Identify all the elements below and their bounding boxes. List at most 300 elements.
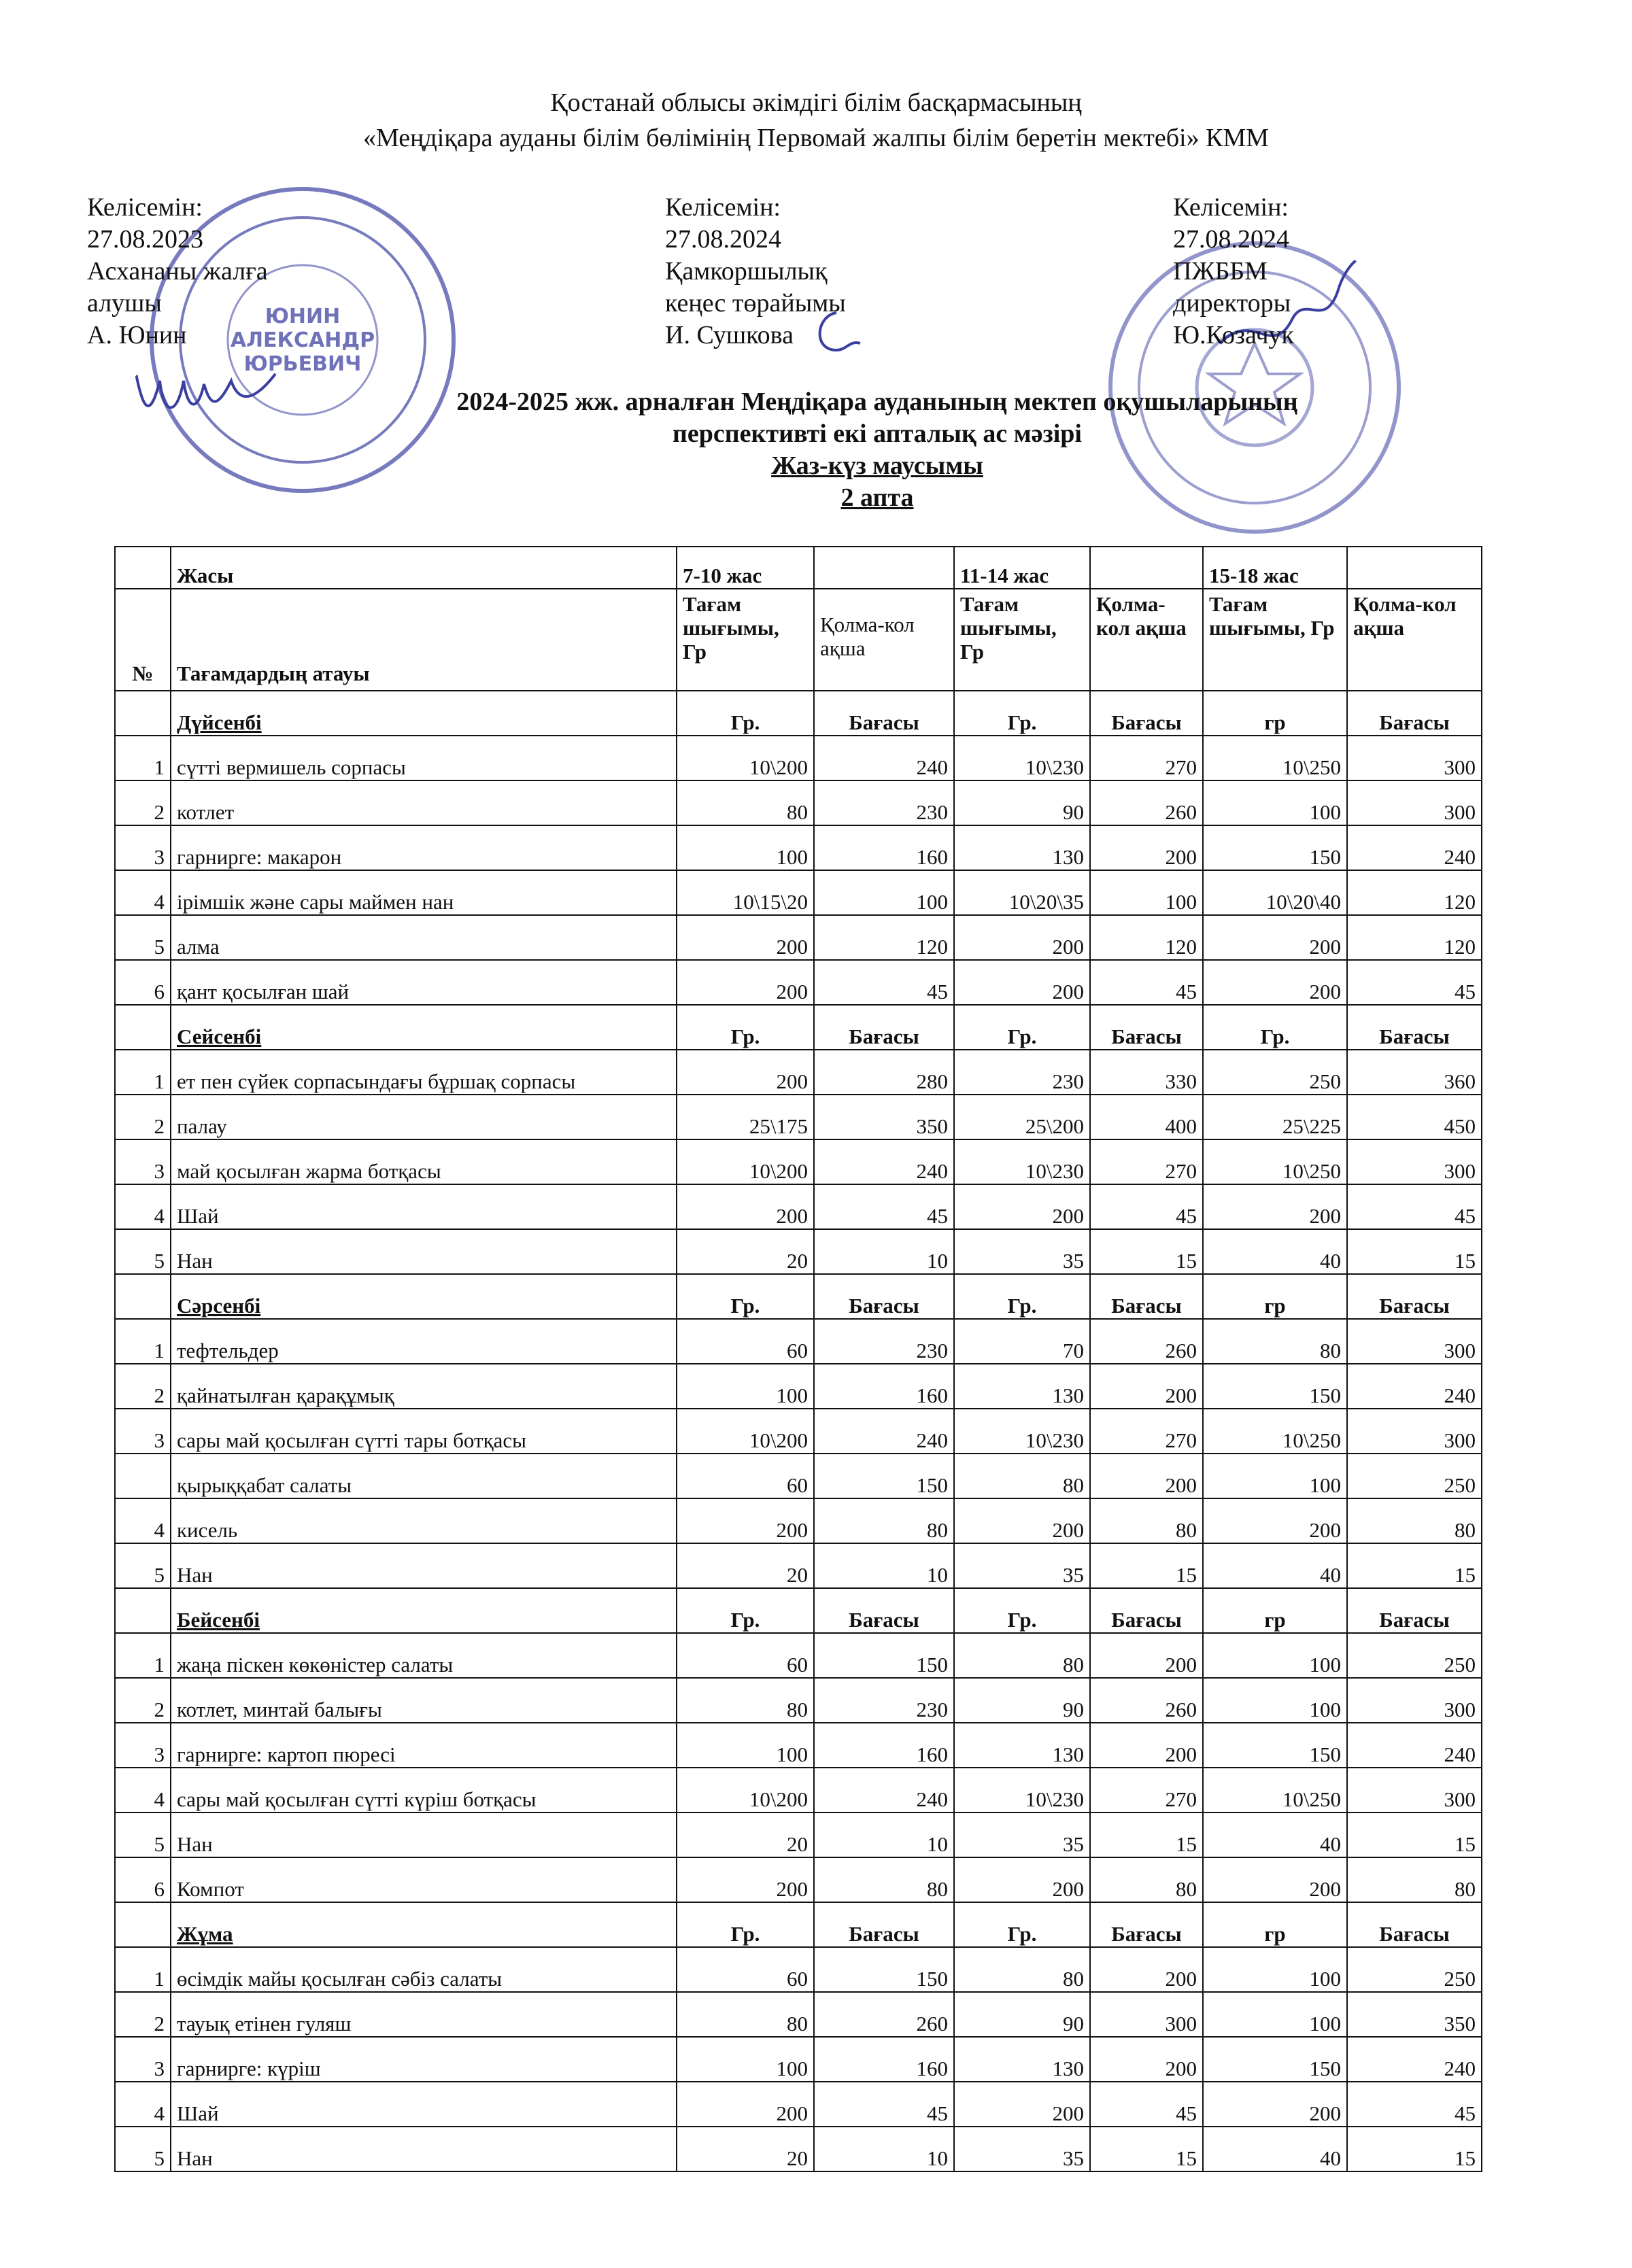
dish-name: сары май қосылған сүтті күріш ботқасы (171, 1768, 677, 1812)
portion-grams: 25\225 (1203, 1095, 1347, 1139)
approval-person: А. Юнин (87, 321, 187, 349)
price-value: 300 (1347, 1139, 1482, 1184)
approval-date: 27.08.2023 (87, 225, 203, 254)
price-subheader: Бағасы (1090, 1588, 1203, 1633)
approval-role: ПЖББМ (1173, 257, 1268, 286)
portion-grams: 100 (1203, 1678, 1347, 1723)
portion-grams: 200 (1203, 960, 1347, 1005)
col-portion-header: Тағам шығымы, Гр (1203, 589, 1347, 691)
table-row (115, 1543, 1482, 1588)
portion-grams: 100 (1203, 1947, 1347, 1992)
portion-grams: 150 (1203, 1723, 1347, 1768)
portion-grams: 200 (1203, 1498, 1347, 1543)
portion-grams: 80 (954, 1947, 1090, 1992)
age-group-11-14: 11-14 жас (954, 547, 1090, 589)
price-value: 300 (1347, 780, 1482, 825)
dish-name: қырыққабат салаты (171, 1454, 677, 1498)
col-dish-name-header: Тағамдардың атауы (171, 589, 677, 691)
price-value: 300 (1347, 1768, 1482, 1812)
price-value: 150 (814, 1454, 954, 1498)
day-header-row (115, 1588, 1482, 1633)
portion-grams: 10\200 (677, 736, 814, 780)
portion-grams: 20 (677, 2127, 814, 2171)
table-row (115, 1723, 1482, 1768)
portion-grams: 20 (677, 1543, 814, 1588)
portion-grams: 10\230 (954, 1409, 1090, 1454)
price-subheader: Бағасы (814, 1274, 954, 1319)
price-value: 240 (1347, 1723, 1482, 1768)
price-value: 200 (1090, 1633, 1203, 1678)
table-row (115, 1050, 1482, 1095)
col-portion-header: Тағам шығымы, Гр (954, 589, 1090, 691)
portion-grams: 150 (1203, 1364, 1347, 1409)
portion-grams: 80 (954, 1633, 1090, 1678)
portion-grams: 200 (1203, 1857, 1347, 1902)
day-header-row (115, 691, 1482, 736)
table-row (115, 960, 1482, 1005)
portion-grams: 40 (1203, 1543, 1347, 1588)
dish-name: Шай (171, 2082, 677, 2127)
dish-name: жаңа піскен көкөністер салаты (171, 1633, 677, 1678)
price-value: 240 (814, 1139, 954, 1184)
portion-grams: 10\20\40 (1203, 870, 1347, 915)
dish-name: кисель (171, 1498, 677, 1543)
approval-label: Келісемін: (87, 193, 203, 222)
row-number: 5 (115, 1543, 171, 1588)
grams-subheader: Гр. (677, 1005, 814, 1050)
price-value: 250 (1347, 1947, 1482, 1992)
col-price-header: Қолма-кол ақша (1347, 589, 1482, 691)
row-number: 6 (115, 1857, 171, 1902)
price-value: 300 (1347, 1678, 1482, 1723)
table-row (115, 1992, 1482, 2037)
day-header-row (115, 1902, 1482, 1947)
price-value: 80 (1347, 1498, 1482, 1543)
approval-person: Ю.Козачук (1173, 321, 1294, 349)
portion-grams: 80 (954, 1454, 1090, 1498)
approval-label: Келісемін: (1173, 193, 1289, 222)
table-row (115, 1678, 1482, 1723)
price-value: 330 (1090, 1050, 1203, 1095)
row-number: 4 (115, 1768, 171, 1812)
row-number: 1 (115, 1947, 171, 1992)
price-value: 45 (1090, 960, 1203, 1005)
day-name: Дүйсенбі (171, 691, 677, 736)
table-row (115, 1409, 1482, 1454)
portion-grams: 200 (677, 1857, 814, 1902)
price-subheader: Бағасы (1347, 691, 1482, 736)
portion-grams: 130 (954, 2037, 1090, 2082)
table-row (115, 1768, 1482, 1812)
approval-label: Келісемін: (665, 193, 781, 222)
price-value: 200 (1090, 1723, 1203, 1768)
price-value: 15 (1090, 1229, 1203, 1274)
price-value: 120 (1090, 915, 1203, 960)
row-number: 4 (115, 870, 171, 915)
age-header-row (115, 547, 1482, 589)
price-value: 120 (814, 915, 954, 960)
grams-subheader: Гр. (677, 1902, 814, 1947)
row-number: 5 (115, 915, 171, 960)
portion-grams: 230 (954, 1050, 1090, 1095)
row-number: 1 (115, 1319, 171, 1364)
price-value: 240 (814, 1768, 954, 1812)
dish-name: өсімдік майы қосылған сәбіз салаты (171, 1947, 677, 1992)
row-number: 1 (115, 1633, 171, 1678)
dish-name: қайнатылған қарақұмық (171, 1364, 677, 1409)
day-name: Сәрсенбі (171, 1274, 677, 1319)
dish-name: тауық етінен гуляш (171, 1992, 677, 2037)
price-value: 45 (1347, 2082, 1482, 2127)
price-value: 45 (1347, 1184, 1482, 1229)
dish-name: ірімшік және сары маймен нан (171, 870, 677, 915)
grams-subheader: Гр. (954, 1902, 1090, 1947)
portion-grams: 10\230 (954, 1139, 1090, 1184)
col-price-header: Қолма-кол ақша (814, 589, 954, 691)
portion-grams: 200 (954, 2082, 1090, 2127)
portion-grams: 200 (954, 1184, 1090, 1229)
empty-cell (115, 1588, 171, 1633)
portion-grams: 10\15\20 (677, 870, 814, 915)
portion-grams: 40 (1203, 1812, 1347, 1857)
portion-grams: 90 (954, 1678, 1090, 1723)
portion-grams: 20 (677, 1229, 814, 1274)
price-value: 120 (1347, 870, 1482, 915)
grams-subheader: Гр. (677, 1588, 814, 1633)
price-subheader: Бағасы (1347, 1902, 1482, 1947)
price-value: 10 (814, 1229, 954, 1274)
table-row (115, 2082, 1482, 2127)
price-value: 240 (814, 1409, 954, 1454)
price-value: 230 (814, 1319, 954, 1364)
row-number (115, 1454, 171, 1498)
approval-role: Асхананы жалға (87, 257, 268, 286)
week-label: 2 апта (840, 483, 914, 512)
price-value: 450 (1347, 1095, 1482, 1139)
age-label: Жасы (171, 547, 677, 589)
season-title (0, 450, 1632, 481)
price-value: 240 (1347, 1364, 1482, 1409)
table-row (115, 780, 1482, 825)
price-value: 300 (1347, 1409, 1482, 1454)
portion-grams: 35 (954, 1543, 1090, 1588)
price-value: 270 (1090, 736, 1203, 780)
price-value: 250 (1347, 1633, 1482, 1678)
price-value: 45 (814, 2082, 954, 2127)
grams-subheader: гр (1203, 1274, 1347, 1319)
price-value: 10 (814, 1812, 954, 1857)
table-row (115, 1364, 1482, 1409)
row-number: 3 (115, 1409, 171, 1454)
row-number: 1 (115, 736, 171, 780)
portion-grams: 40 (1203, 2127, 1347, 2171)
price-value: 15 (1347, 1812, 1482, 1857)
row-number: 3 (115, 825, 171, 870)
price-value: 15 (1090, 2127, 1203, 2171)
portion-grams: 40 (1203, 1229, 1347, 1274)
dish-name: котлет (171, 780, 677, 825)
portion-grams: 10\250 (1203, 1409, 1347, 1454)
price-value: 160 (814, 1364, 954, 1409)
portion-grams: 100 (1203, 1633, 1347, 1678)
price-subheader: Бағасы (1347, 1005, 1482, 1050)
portion-grams: 200 (954, 1857, 1090, 1902)
row-number: 2 (115, 780, 171, 825)
portion-grams: 100 (1203, 1992, 1347, 2037)
table-row (115, 1947, 1482, 1992)
dish-name: Нан (171, 1229, 677, 1274)
portion-grams: 60 (677, 1454, 814, 1498)
price-value: 280 (814, 1050, 954, 1095)
portion-grams: 150 (1203, 825, 1347, 870)
row-number: 3 (115, 1723, 171, 1768)
price-subheader: Бағасы (814, 691, 954, 736)
empty-cell (115, 1274, 171, 1319)
grams-subheader: Гр. (954, 1588, 1090, 1633)
dish-name: тефтельдер (171, 1319, 677, 1364)
portion-grams: 100 (677, 1364, 814, 1409)
portion-grams: 80 (677, 1678, 814, 1723)
day-name: Жұма (171, 1902, 677, 1947)
portion-grams: 250 (1203, 1050, 1347, 1095)
price-value: 300 (1090, 1992, 1203, 2037)
col-price-header: Қолма-кол ақша (1090, 589, 1203, 691)
dish-name: сүтті вермишель сорпасы (171, 736, 677, 780)
table-row (115, 825, 1482, 870)
price-subheader: Бағасы (1090, 1274, 1203, 1319)
dish-name: палау (171, 1095, 677, 1139)
portion-grams: 200 (954, 1498, 1090, 1543)
empty-cell (814, 547, 954, 589)
table-row (115, 1095, 1482, 1139)
price-value: 200 (1090, 1454, 1203, 1498)
table-row (115, 1812, 1482, 1857)
table-row (115, 1498, 1482, 1543)
price-value: 300 (1347, 1319, 1482, 1364)
portion-grams: 130 (954, 825, 1090, 870)
portion-grams: 200 (677, 2082, 814, 2127)
price-value: 15 (1347, 1229, 1482, 1274)
table-row (115, 1454, 1482, 1498)
price-value: 240 (814, 736, 954, 780)
portion-grams: 35 (954, 1812, 1090, 1857)
portion-grams: 130 (954, 1364, 1090, 1409)
price-value: 150 (814, 1633, 954, 1678)
price-value: 260 (1090, 1319, 1203, 1364)
portion-grams: 200 (677, 1184, 814, 1229)
dish-name: қант қосылған шай (171, 960, 677, 1005)
row-number: 1 (115, 1050, 171, 1095)
table-row (115, 1633, 1482, 1678)
portion-grams: 70 (954, 1319, 1090, 1364)
svg-text:АЛЕКСАНДР: АЛЕКСАНДР (230, 328, 375, 352)
dish-name: ет пен сүйек сорпасындағы бұршақ сорпасы (171, 1050, 677, 1095)
approval-date: 27.08.2024 (1173, 225, 1289, 254)
dish-name: Шай (171, 1184, 677, 1229)
week-title (0, 482, 1632, 513)
portion-grams: 100 (1203, 780, 1347, 825)
empty-cell (115, 1902, 171, 1947)
table-row (115, 915, 1482, 960)
day-name: Сейсенбі (171, 1005, 677, 1050)
table-row (115, 1319, 1482, 1364)
day-header-row (115, 1274, 1482, 1319)
portion-grams: 35 (954, 2127, 1090, 2171)
menu-table-body (115, 547, 1482, 2171)
row-number: 2 (115, 1992, 171, 2037)
price-subheader: Бағасы (814, 1588, 954, 1633)
approval-role: кеңес төрайымы (665, 289, 846, 317)
row-number: 5 (115, 1812, 171, 1857)
grams-subheader: Гр. (954, 691, 1090, 736)
price-value: 120 (1347, 915, 1482, 960)
price-value: 100 (814, 870, 954, 915)
row-number: 2 (115, 1095, 171, 1139)
row-number: 4 (115, 2082, 171, 2127)
price-subheader: Бағасы (1090, 1005, 1203, 1050)
price-subheader: Бағасы (1347, 1274, 1482, 1319)
grams-subheader: гр (1203, 1902, 1347, 1947)
portion-grams: 10\250 (1203, 736, 1347, 780)
price-value: 300 (1347, 736, 1482, 780)
menu-title-line-2: перспективті екі апталық ас мәзірі (673, 419, 1082, 448)
portion-grams: 130 (954, 1723, 1090, 1768)
approval-person: И. Сушкова (665, 321, 794, 349)
portion-grams: 35 (954, 1229, 1090, 1274)
price-value: 250 (1347, 1454, 1482, 1498)
svg-text:ЮНИН: ЮНИН (265, 305, 341, 328)
day-name: Бейсенбі (171, 1588, 677, 1633)
table-row (115, 870, 1482, 915)
approval-role: алушы (87, 289, 162, 317)
price-subheader: Бағасы (814, 1902, 954, 1947)
day-header-row (115, 1005, 1482, 1050)
dish-name: гарнирге: макарон (171, 825, 677, 870)
dish-name: сары май қосылған сүтті тары ботқасы (171, 1409, 677, 1454)
empty-cell (115, 547, 171, 589)
price-value: 150 (814, 1947, 954, 1992)
price-value: 230 (814, 1678, 954, 1723)
age-group-15-18: 15-18 жас (1203, 547, 1347, 589)
portion-grams: 100 (1203, 1454, 1347, 1498)
portion-grams: 10\20\35 (954, 870, 1090, 915)
price-value: 45 (814, 1184, 954, 1229)
row-number: 5 (115, 2127, 171, 2171)
portion-grams: 90 (954, 1992, 1090, 2037)
portion-grams: 10\200 (677, 1768, 814, 1812)
portion-grams: 10\230 (954, 736, 1090, 780)
portion-grams: 80 (677, 1992, 814, 2037)
portion-grams: 90 (954, 780, 1090, 825)
price-value: 80 (1090, 1498, 1203, 1543)
price-value: 350 (1347, 1992, 1482, 2037)
approval-role: Қамкоршылық (665, 257, 828, 286)
menu-title-line-1: 2024-2025 жж. арналған Меңдіқара ауданының мектеп оқушыларының (456, 388, 1298, 416)
portion-grams: 150 (1203, 2037, 1347, 2082)
price-value: 400 (1090, 1095, 1203, 1139)
org-line-1: Қостанай облысы әкімдігі білім басқармасының (550, 88, 1082, 117)
portion-grams: 100 (677, 825, 814, 870)
grams-subheader: гр (1203, 691, 1347, 736)
price-value: 200 (1090, 2037, 1203, 2082)
price-value: 260 (814, 1992, 954, 2037)
dish-name: Нан (171, 1812, 677, 1857)
portion-grams: 200 (677, 915, 814, 960)
row-number: 3 (115, 1139, 171, 1184)
price-value: 230 (814, 780, 954, 825)
dish-name: гарнирге: күріш (171, 2037, 677, 2082)
portion-grams: 60 (677, 1633, 814, 1678)
price-value: 200 (1090, 1364, 1203, 1409)
grams-subheader: Гр. (677, 691, 814, 736)
dish-name: алма (171, 915, 677, 960)
portion-grams: 10\200 (677, 1409, 814, 1454)
row-number: 2 (115, 1678, 171, 1723)
price-value: 350 (814, 1095, 954, 1139)
dish-name: котлет, минтай балығы (171, 1678, 677, 1723)
price-value: 15 (1347, 1543, 1482, 1588)
price-value: 80 (814, 1857, 954, 1902)
grams-subheader: Гр. (1203, 1005, 1347, 1050)
row-number: 6 (115, 960, 171, 1005)
portion-grams: 25\200 (954, 1095, 1090, 1139)
portion-grams: 60 (677, 1319, 814, 1364)
price-value: 160 (814, 2037, 954, 2082)
empty-cell (115, 691, 171, 736)
price-value: 200 (1090, 825, 1203, 870)
row-number: 4 (115, 1184, 171, 1229)
price-value: 270 (1090, 1409, 1203, 1454)
grams-subheader: Гр. (954, 1005, 1090, 1050)
price-value: 240 (1347, 825, 1482, 870)
dish-name: май қосылған жарма ботқасы (171, 1139, 677, 1184)
menu-table (114, 546, 1482, 2172)
portion-grams: 80 (1203, 1319, 1347, 1364)
grams-subheader: гр (1203, 1588, 1347, 1633)
price-subheader: Бағасы (1090, 691, 1203, 736)
portion-grams: 100 (677, 2037, 814, 2082)
price-value: 10 (814, 2127, 954, 2171)
portion-grams: 20 (677, 1812, 814, 1857)
portion-grams: 10\200 (677, 1139, 814, 1184)
row-number: 2 (115, 1364, 171, 1409)
price-value: 45 (1090, 1184, 1203, 1229)
price-value: 45 (1090, 2082, 1203, 2127)
empty-cell (115, 1005, 171, 1050)
price-value: 45 (1347, 960, 1482, 1005)
table-row (115, 1229, 1482, 1274)
price-value: 15 (1090, 1543, 1203, 1588)
row-number: 3 (115, 2037, 171, 2082)
portion-grams: 200 (677, 1498, 814, 1543)
approval-date: 27.08.2024 (665, 225, 781, 254)
portion-grams: 25\175 (677, 1095, 814, 1139)
table-row (115, 2127, 1482, 2171)
price-value: 80 (1090, 1857, 1203, 1902)
approval-role: директоры (1173, 289, 1291, 317)
row-number: 5 (115, 1229, 171, 1274)
portion-grams: 60 (677, 1947, 814, 1992)
price-value: 200 (1090, 1947, 1203, 1992)
portion-grams: 80 (677, 780, 814, 825)
col-portion-header: Тағам шығымы, Гр (677, 589, 814, 691)
svg-text:ЮРЬЕВИЧ: ЮРЬЕВИЧ (243, 352, 362, 376)
age-group-7-10: 7-10 жас (677, 547, 814, 589)
approval-block-1 (87, 192, 268, 351)
table-row (115, 1184, 1482, 1229)
portion-grams: 200 (1203, 1184, 1347, 1229)
price-value: 160 (814, 1723, 954, 1768)
